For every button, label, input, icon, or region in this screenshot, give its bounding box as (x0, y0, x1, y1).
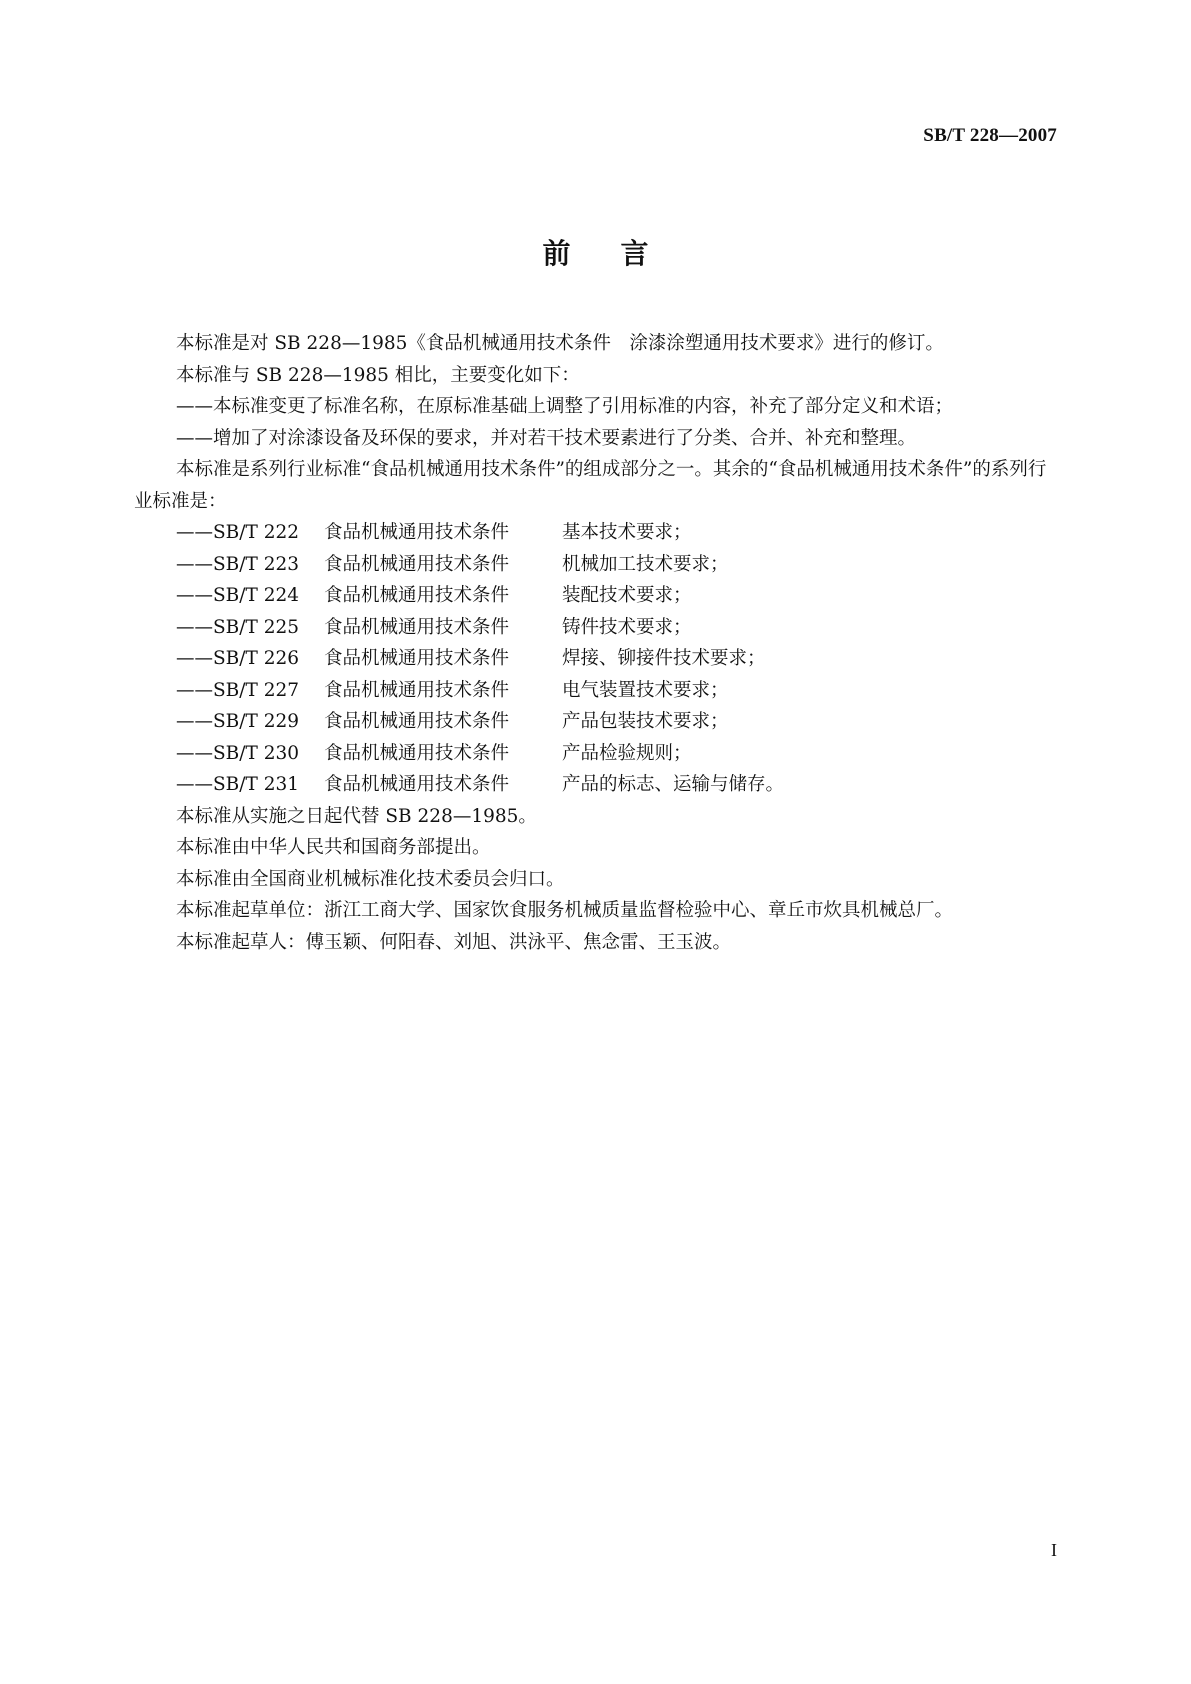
series-group: 食品机械通用技术条件 (324, 679, 510, 701)
series-code: ——SB/T 224 (176, 585, 300, 606)
page-number: I (1051, 1540, 1057, 1560)
series-group: 食品机械通用技术条件 (324, 711, 510, 732)
paragraph-revision: 本标准是对 SB 228—1985《食品机械通用技术条件 涂漆涂塑通用技术要求》进行的修订。 (176, 333, 944, 354)
paragraph-series-intro: 本标准是系列行业标准“食品机械通用技术条件”的组成部分之一。其余的“食品机械通用技术条件”的系列行业标准是： (134, 459, 1047, 512)
list-item (134, 612, 1064, 644)
series-group: 食品机械通用技术条件 (324, 553, 510, 575)
paragraph-drafting-units: 本标准起草单位：浙江工商大学、国家饮食服务机械质量监督检验中心、章丘市炊具机械总厂。 (176, 900, 954, 921)
list-item (134, 580, 1064, 612)
paragraph-change-1: ——本标准变更了标准名称，在原标准基础上调整了引用标准的内容，补充了部分定义和术语； (176, 396, 954, 417)
series-name: 基本技术要求； (562, 522, 692, 543)
series-group: 食品机械通用技术条件 (324, 774, 510, 795)
series-name: 产品包装技术要求； (562, 711, 729, 732)
list-item (134, 549, 1064, 581)
series-code: ——SB/T 229 (176, 711, 300, 732)
series-name: 产品检验规则； (562, 742, 692, 764)
series-code: ——SB/T 227 (176, 679, 300, 701)
series-name: 电气装置技术要求； (562, 679, 729, 701)
series-group: 食品机械通用技术条件 (324, 742, 510, 764)
paragraph-proposer: 本标准由中华人民共和国商务部提出。 (176, 837, 491, 858)
page-title: 前言 (542, 237, 699, 270)
list-item (134, 706, 1064, 738)
series-name: 产品的标志、运输与储存。 (562, 774, 785, 795)
series-code: ——SB/T 222 (176, 522, 300, 543)
series-list (134, 517, 1064, 801)
series-group: 食品机械通用技术条件 (324, 522, 510, 543)
series-code: ——SB/T 226 (176, 648, 300, 669)
paragraph-drafters: 本标准起草人：傅玉颖、何阳春、刘旭、洪泳平、焦念雷、王玉波。 (176, 931, 732, 953)
standard-code: SB/T 228—2007 (923, 125, 1057, 146)
series-name: 机械加工技术要求； (562, 553, 729, 575)
list-item (134, 769, 1064, 801)
list-item (134, 643, 1064, 675)
list-item (134, 517, 1064, 549)
series-code: ——SB/T 230 (176, 742, 300, 764)
paragraph-replaces: 本标准从实施之日起代替 SB 228—1985。 (176, 805, 537, 827)
paragraph-changes-intro: 本标准与 SB 228—1985 相比，主要变化如下： (176, 364, 580, 386)
series-group: 食品机械通用技术条件 (324, 648, 510, 669)
series-name: 铸件技术要求； (562, 616, 692, 638)
series-name: 焊接、铆接件技术要求； (562, 648, 766, 669)
list-item (134, 675, 1064, 707)
list-item (134, 738, 1064, 770)
paragraph-committee: 本标准由全国商业机械标准化技术委员会归口。 (176, 868, 565, 890)
series-code: ——SB/T 223 (176, 553, 300, 575)
foreword-body (134, 328, 1064, 958)
series-code: ——SB/T 225 (176, 616, 300, 638)
series-group: 食品机械通用技术条件 (324, 616, 510, 638)
series-group: 食品机械通用技术条件 (324, 585, 510, 606)
paragraph-change-2: ——增加了对涂漆设备及环保的要求，并对若干技术要素进行了分类、合并、补充和整理。 (176, 427, 917, 449)
series-name: 装配技术要求； (562, 585, 692, 606)
series-code: ——SB/T 231 (176, 774, 300, 795)
